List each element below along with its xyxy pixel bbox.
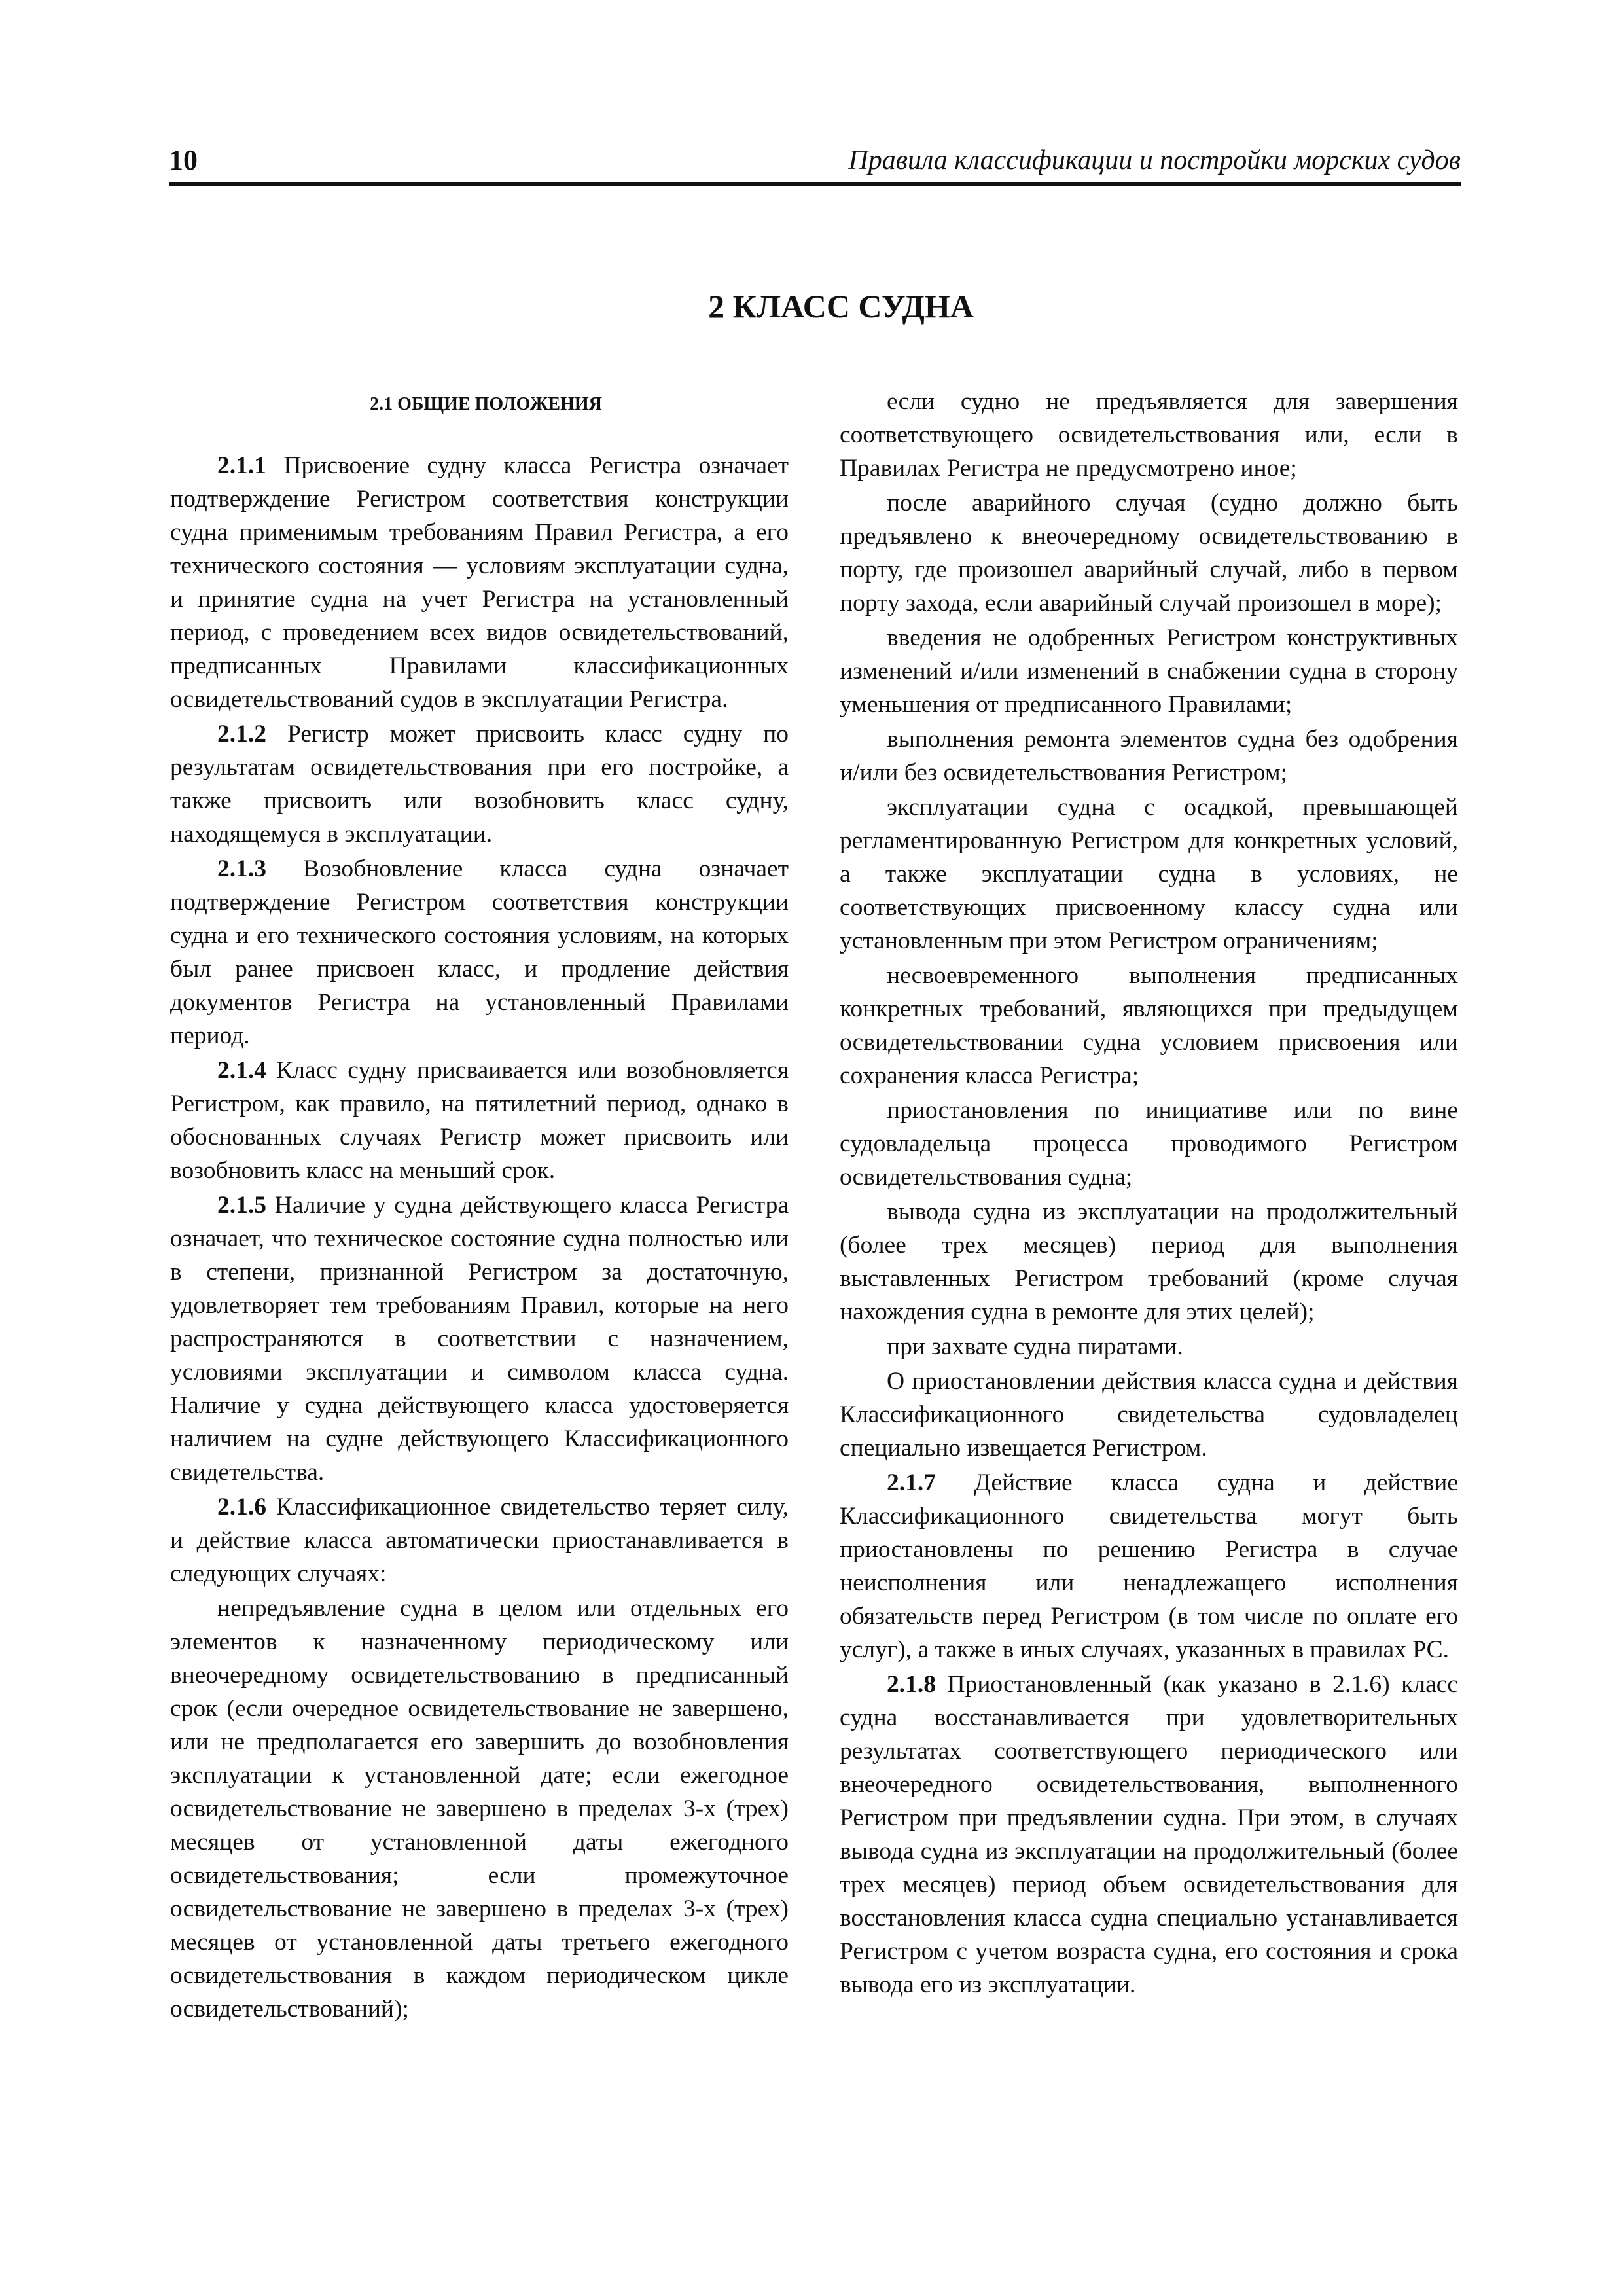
paragraph-text: введения не одобренных Регистром конструктивных изменений и/или изменений в снабжении судна в сторону уменьшения от предписанного Правилами; (840, 624, 1458, 718)
paragraph-text: Действие класса судна и действие Классификационного свидетельства могут быть приостановлены по решению Регистра в случае неисполнения или ненадлежащего исполнения обязательств перед Регистром (в том числе по оплате его услуг), а также в иных случаях, указанных в правилах РС. (840, 1469, 1458, 1663)
page-number: 10 (169, 144, 198, 176)
clause-number: 2.1.6 (217, 1494, 266, 1520)
paragraph (840, 621, 1458, 721)
paragraph (840, 1365, 1458, 1465)
paragraph-text: выполнения ремонта элементов судна без одобрения и/или без освидетельствования Регистром; (840, 726, 1458, 786)
paragraph (840, 1466, 1458, 1666)
paragraph-text: при захвате судна пиратами. (887, 1333, 1183, 1360)
paragraph (840, 1330, 1458, 1363)
page-header (169, 143, 1461, 186)
left-paragraphs (170, 449, 789, 2026)
paragraph (840, 1094, 1458, 1194)
paragraph-text: после аварийного случая (судно должно быть предъявлено к внеочередному освидетельствованию в порту, где произошел аварийный случай, либо в первом порту захода, если аварийный случай произошел в море); (840, 490, 1458, 617)
clause-number: 2.1.2 (217, 721, 266, 747)
paragraph-text: Приостановленный (как указано в 2.1.6) класс судна восстанавливается при удовлетворительных результатах соответствующего периодического или внеочередного освидетельствования, выполненного Регистром при предъявлении судна. При этом, в случаях вывода судна из эксплуатации на продолжительный (более трех месяцев) период объем освидетельствования для восстановления класса судна специально устанавливается Регистром с учетом возраста судна, его состояния и срока вывода его из эксплуатации. (840, 1671, 1458, 1998)
paragraph (170, 1592, 789, 2026)
paragraph (840, 385, 1458, 485)
paragraph (170, 717, 789, 851)
paragraph-text: непредъявление судна в целом или отдельных его элементов к назначенному периодическому или внеочередному освидетельствованию в предписанный срок (если очередное освидетельствование не завершено, или не предполагается его завершить до возобновления эксплуатации к установленной дате; если ежегодное освидетельствование не завершено в пределах 3-х (трех) месяцев от установленной даты ежегодного освидетельствования; если промежуточное освидетельствование не завершено в пределах 3-х (трех) месяцев от установленной даты третьего ежегодного освидетельствования в каждом периодическом цикле освидетельствований); (170, 1595, 789, 2022)
paragraph-text: Класс судну присваивается или возобновляется Регистром, как правило, на пятилетний период, однако в обоснованных случаях Регистр может присвоить или возобновить класс на меньший срок. (170, 1057, 789, 1184)
paragraph-text: Возобновление класса судна означает подтверждение Регистром соответствия конструкции судна и его технического состояния условиям, на которых был ранее присвоен класс, и продление действия документов Регистра на установленный Правилами период. (170, 855, 789, 1049)
paragraph-text: вывода судна из эксплуатации на продолжительный (более трех месяцев) период для выполнения выставленных Регистром требований (кроме случая нахождения судна в ремонте для этих целей); (840, 1198, 1458, 1325)
paragraph-text: несвоевременного выполнения предписанных конкретных требований, являющихся при предыдущем освидетельствовании судна условием присвоения или сохранения класса Регистра; (840, 962, 1458, 1089)
paragraph-text: эксплуатации судна с осадкой, превышающей регламентированную Регистром для конкретных условий, а также эксплуатации судна в условиях, не соответствующих присвоенному классу судна или установленным при этом Регистром ограничениям; (840, 794, 1458, 954)
clause-number: 2.1.1 (217, 452, 266, 479)
left-column (170, 385, 789, 2027)
paragraph-text: Классификационное свидетельство теряет силу, и действие класса автоматически приостанавливается в следующих случаях: (170, 1494, 789, 1587)
section-heading: 2.1 ОБЩИЕ ПОЛОЖЕНИЯ (370, 394, 602, 414)
paragraph-text: если судно не предъявляется для завершения соответствующего освидетельствования или, если в Правилах Регистра не предусмотрено иное; (840, 388, 1458, 482)
paragraph (170, 1189, 789, 1489)
clause-number: 2.1.5 (217, 1192, 266, 1219)
right-paragraphs (840, 385, 1458, 2001)
clause-number: 2.1.3 (217, 855, 266, 882)
clause-number: 2.1.8 (887, 1671, 936, 1698)
paragraph (170, 1490, 789, 1590)
paragraph (840, 486, 1458, 620)
paragraph-text: Регистр может присвоить класс судну по результатам освидетельствования при его постройке, а также присвоить или возобновить класс судну, находящемуся в эксплуатации. (170, 721, 789, 848)
paragraph (840, 1195, 1458, 1329)
paragraph (840, 959, 1458, 1092)
paragraph-text: Наличие у судна действующего класса Регистра означает, что техническое состояние судна полностью или в степени, признанной Регистром за достаточную, удовлетворяет тем требованиям Правил, которые на него распространяются в соответствии с назначением, условиями эксплуатации и символом класса судна. Наличие у судна действующего класса удостоверяется наличием на судне действующего Классификационного свидетельства. (170, 1192, 789, 1486)
paragraph (840, 791, 1458, 958)
clause-number: 2.1.7 (887, 1469, 936, 1496)
paragraph (170, 1054, 789, 1187)
paragraph-text: О приостановлении действия класса судна и действия Классификационного свидетельства судовладелец специально извещается Регистром. (840, 1368, 1458, 1462)
chapter-title: 2 КЛАСС СУДНА (708, 288, 974, 325)
paragraph (840, 1668, 1458, 2001)
paragraph-text: приостановления по инициативе или по вине судовладельца процесса проводимого Регистром освидетельствования судна; (840, 1097, 1458, 1191)
paragraph (170, 852, 789, 1052)
running-title: Правила классификации и постройки морских судов (848, 145, 1461, 175)
clause-number: 2.1.4 (217, 1057, 266, 1084)
right-column (840, 385, 1458, 2003)
paragraph-text: Присвоение судну класса Регистра означает подтверждение Регистром соответствия конструкции судна применимым требованиям Правил Регистра, а его технического состояния — условиям эксплуатации судна, и принятие судна на учет Регистра на установленный период, с проведением всех видов освидетельствований, предписанных Правилами классификационных освидетельствований судов в эксплуатации Регистра. (170, 452, 789, 713)
paragraph (170, 449, 789, 716)
paragraph (840, 723, 1458, 789)
